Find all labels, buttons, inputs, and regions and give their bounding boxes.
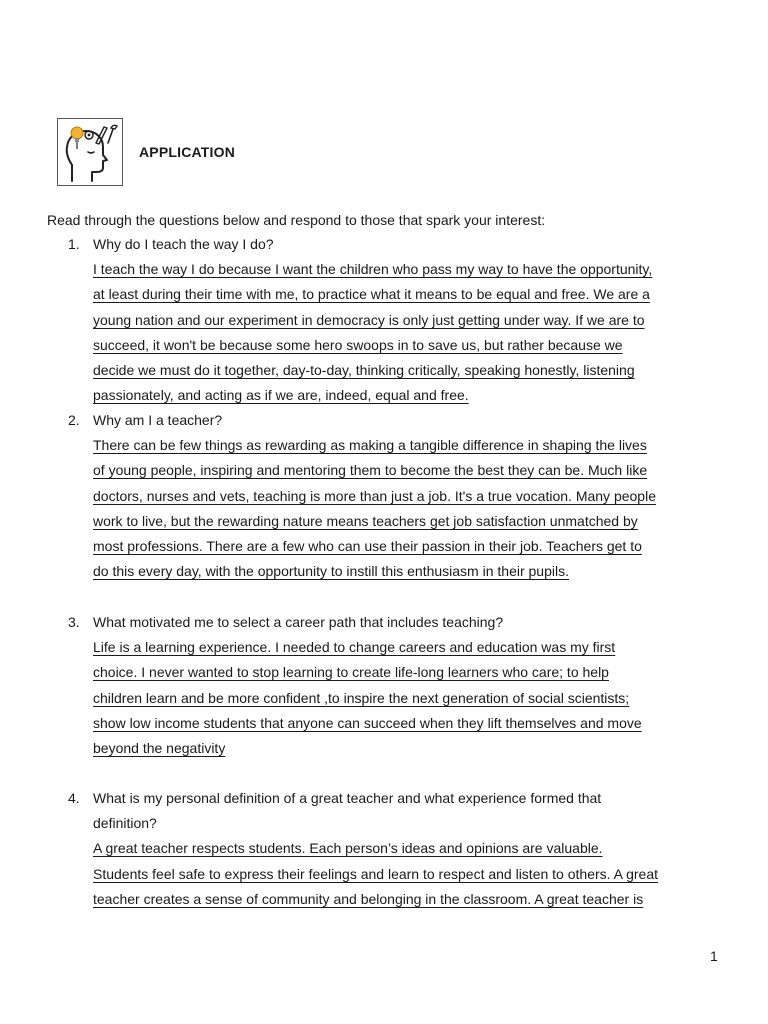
answer-line: Life is a learning experience. I needed to change careers and education was my first <box>93 639 616 656</box>
answer-line: succeed, it won't be because some hero swoops in to save us, but rather because we <box>93 336 623 353</box>
question-number: 4. <box>68 790 80 806</box>
answer-line: teacher creates a sense of community and belonging in the classroom. A great teacher is <box>93 890 644 907</box>
answer-line: A great teacher respects students. Each person’s ideas and opinions are valuable. <box>93 840 603 857</box>
answer-line: passionately, and acting as if we are, indeed, equal and free. <box>93 387 469 404</box>
question-line: Why am I a teacher? <box>93 412 223 428</box>
answer-line: choice. I never wanted to stop learning to create life-long learners who care; to help <box>93 664 609 681</box>
head-with-tools-icon <box>57 118 123 186</box>
question-line: definition? <box>93 815 157 832</box>
answer-line: Students feel safe to express their feelings and learn to respect and listen to others. A great <box>93 865 659 882</box>
answer-text <box>93 836 733 912</box>
answer-line: show low income students that anyone can succeed when they lift themselves and move <box>93 714 642 731</box>
question-line: What is my personal definition of a great teacher and what experience formed that <box>93 790 602 806</box>
answer-line: at least during their time with me, to practice what it means to be equal and free. We are a <box>93 286 650 303</box>
page-number: 1 <box>710 948 718 964</box>
answer-line: do this every day, with the opportunity to instill this enthusiasm in their pupils. <box>93 563 569 580</box>
question-text <box>93 408 733 433</box>
answer-line: doctors, nurses and vets, teaching is more than just a job. It's a true vocation. Many people <box>93 487 656 504</box>
question-number: 1. <box>68 236 80 252</box>
answer-line: work to live, but the rewarding nature means teachers get job satisfaction unmatched by <box>93 512 638 529</box>
question-line: Why do I teach the way I do? <box>93 236 274 252</box>
answer-line: children learn and be more confident ,to inspire the next generation of social scientists; <box>93 689 630 706</box>
answer-text <box>93 433 733 584</box>
question-number: 2. <box>68 412 80 428</box>
answer-line: of young people, inspiring and mentoring them to become the best they can be. Much like <box>93 462 648 479</box>
answer-line: decide we must do it together, day-to-day, thinking critically, speaking honestly, listening <box>93 361 635 378</box>
answer-line: most professions. There are a few who can use their passion in their job. Teachers get to <box>93 537 642 554</box>
section-title: APPLICATION <box>139 144 236 160</box>
answer-line: I teach the way I do because I want the children who pass my way to have the opportunity, <box>93 261 653 278</box>
answer-text <box>93 635 733 761</box>
question-text <box>93 232 733 257</box>
answer-text <box>93 257 733 408</box>
question-line: What motivated me to select a career path that includes teaching? <box>93 614 504 630</box>
answer-line: young nation and our experiment in democracy is only just getting under way. If we are to <box>93 311 645 328</box>
question-text <box>93 610 733 635</box>
answer-line: There can be few things as rewarding as making a tangible difference in shaping the lives <box>93 437 647 454</box>
intro-text: Read through the questions below and respond to those that spark your interest: <box>47 212 546 228</box>
question-number: 3. <box>68 614 80 630</box>
answer-line: beyond the negativity <box>93 739 226 756</box>
question-text <box>93 786 733 836</box>
